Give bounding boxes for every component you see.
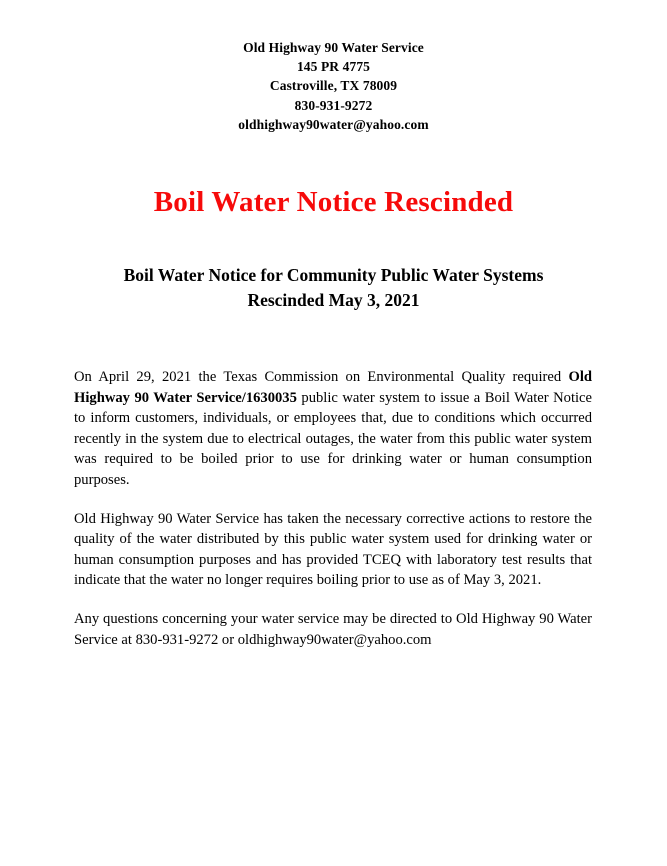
body-paragraph-1: [74, 367, 592, 491]
notice-subtitle: [0, 263, 667, 313]
letterhead-city-state-zip: Castroville, TX 78009: [269, 78, 398, 94]
letterhead-company-name: Old Highway 90 Water Service: [243, 40, 424, 55]
body-paragraph-1-text-before-bold: On April 29, 2021 the Texas Commission on Environmental Quality required: [74, 369, 569, 385]
letterhead-phone: 830-931-9272: [294, 97, 373, 113]
body-paragraph-2: Old Highway 90 Water Service has taken the necessary corrective actions to restore the quality of the water distributed by this public water system used for drinking water or human consumption purposes and has provided TCEQ with laboratory test results that indicate that the water no longer requires boiling prior to use as of May 3, 2021.: [74, 510, 592, 589]
body-paragraph-3: Any questions concerning your water service may be directed to Old Highway 90 Water Service at 830-931-9272 or oldhighway90water@yahoo.com: [74, 610, 592, 648]
water-system-name-bold: Old Highway 90 Water Service/1630035: [74, 369, 592, 406]
letterhead-email: oldhighway90water@yahoo.com: [238, 116, 429, 132]
notice-body: [74, 367, 592, 650]
body-paragraph-1-text-after-bold: public water system to issue a Boil Water Notice to inform customers, individuals, or employees that, due to conditions which occurred recently in the system due to electrical outages, the water from this public water system was required to be boiled prior to use for drinking water or human consumption purposes.: [74, 389, 593, 488]
notice-subtitle-line-2: Rescinded May 3, 2021: [247, 290, 420, 310]
letterhead-street-address: 145 PR 4775: [296, 59, 371, 75]
notice-title: Boil Water Notice Rescinded: [153, 186, 514, 218]
notice-subtitle-line-1: Boil Water Notice for Community Public Water Systems: [123, 265, 544, 285]
letterhead: [0, 38, 667, 134]
